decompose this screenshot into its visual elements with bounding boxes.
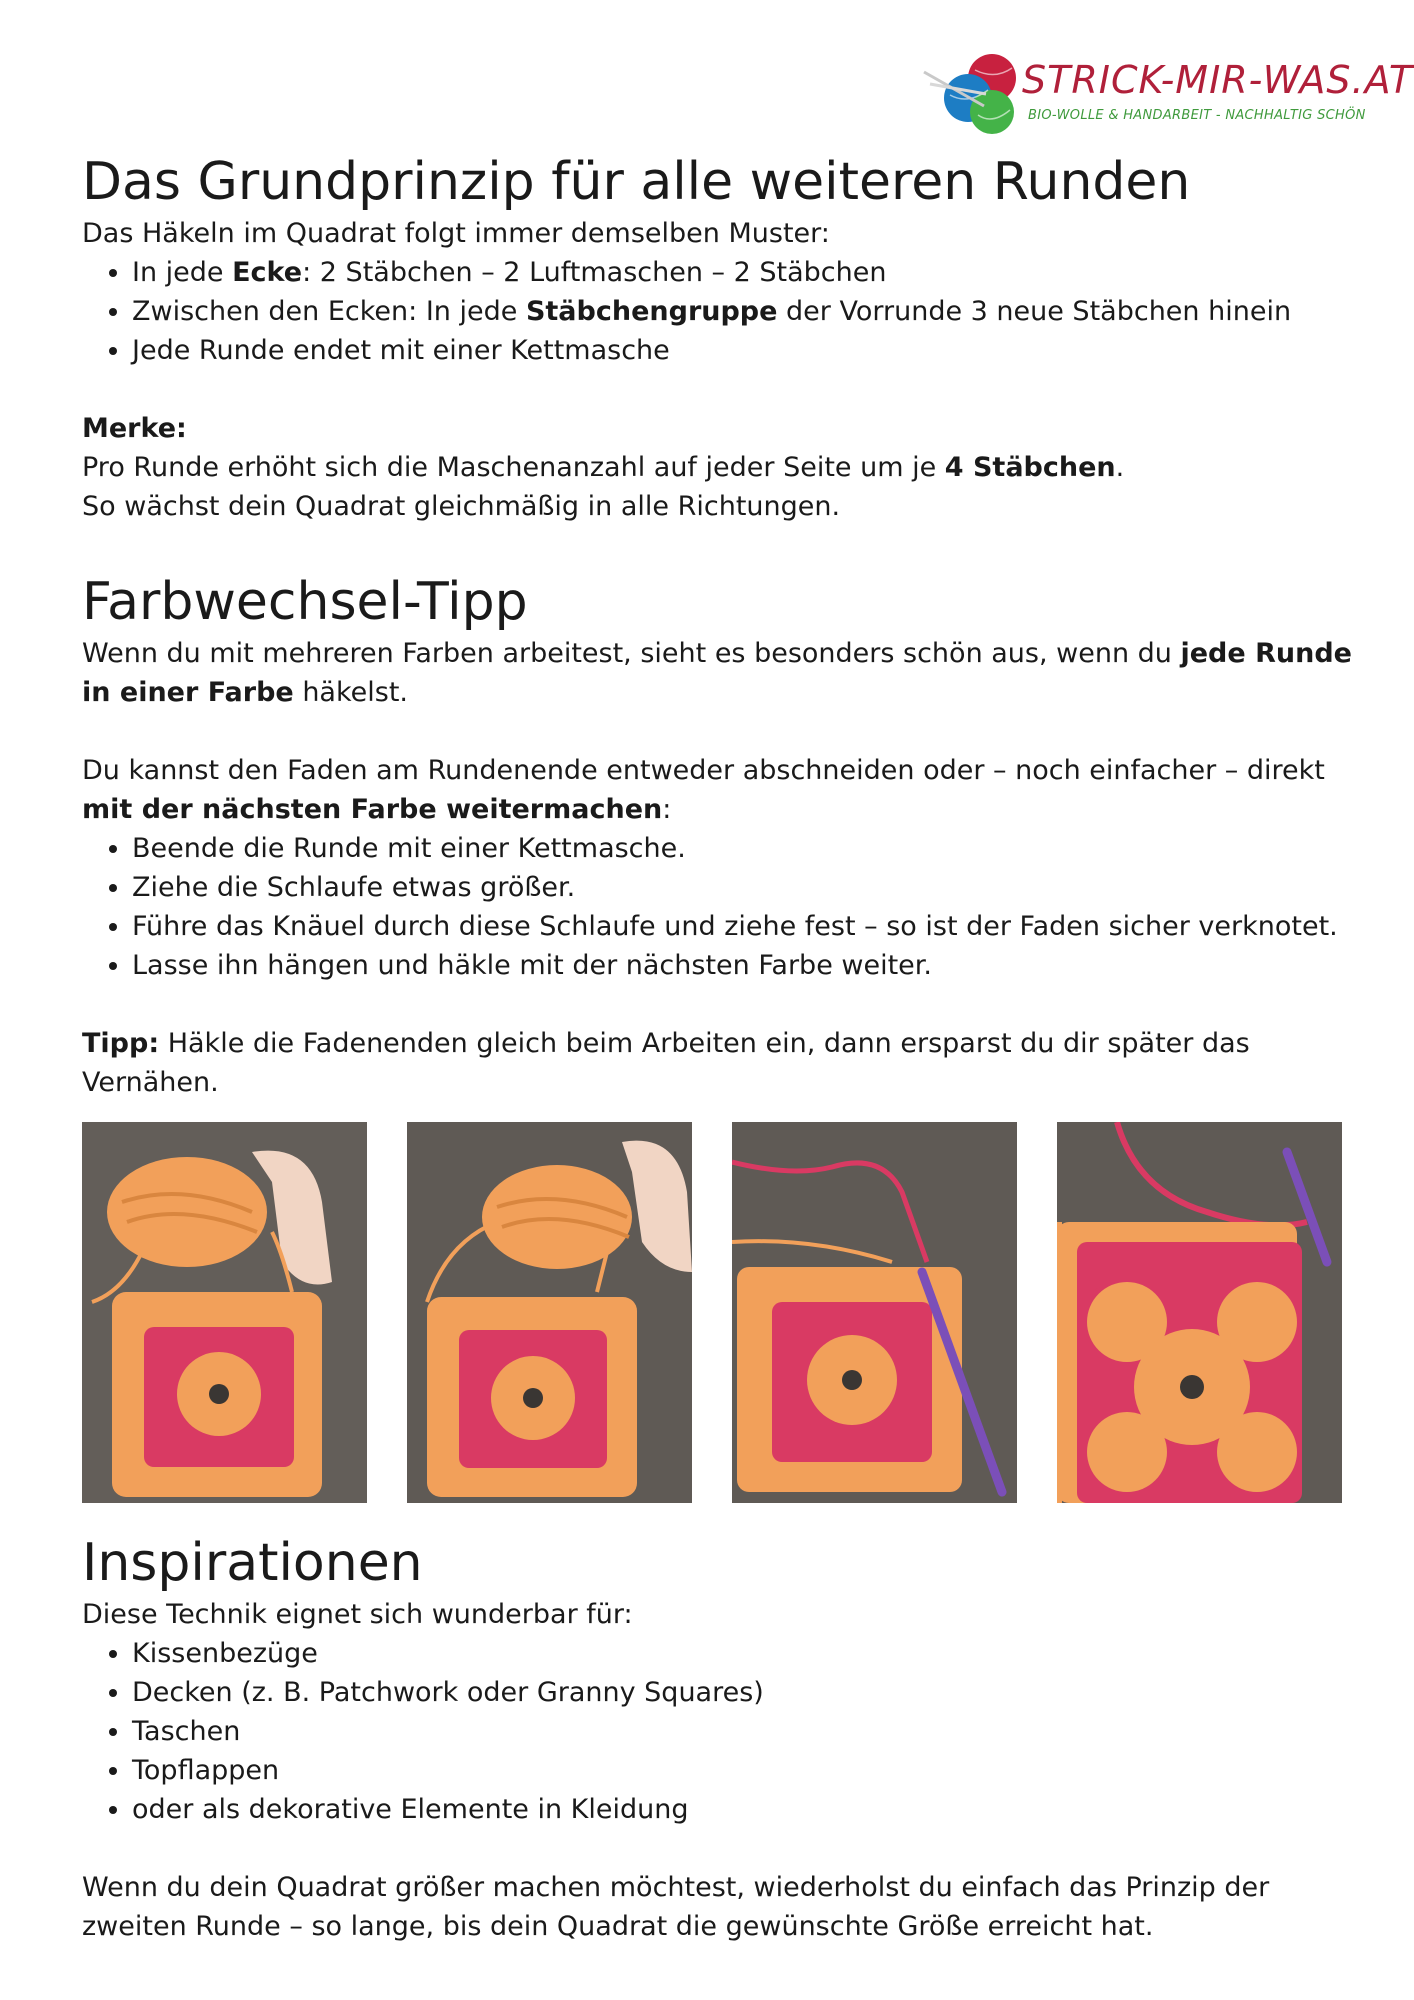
heading-grundprinzip: Das Grundprinzip für alle weiteren Runden [82,152,1191,212]
paragraph: Du kannst den Faden am Rundenende entweder abschneiden oder – noch einfacher – direkt mit der nächsten Farbe weitermachen: [82,755,1325,825]
note-line: So wächst dein Quadrat gleichmäßig in alle Richtungen. [82,491,841,522]
list-item: • Taschen [132,1712,1352,1751]
photo-step-1 [82,1122,367,1503]
list-item: • Ziehe die Schlaufe etwas größer. [132,868,1352,907]
note-label: Merke: [82,413,187,444]
list-item: • Lasse ihn hängen und häkle mit der nächsten Farbe weiter. [132,946,1352,985]
main-content [82,150,1352,1946]
heading-farbwechsel: Farbwechsel-Tipp [82,572,528,632]
tip-paragraph: Tipp: Häkle die Fadenenden gleich beim Arbeiten ein, dann ersparst du dir später das Vernähen. [82,1028,1250,1098]
list-item: • oder als dekorative Elemente in Kleidung [132,1790,1352,1829]
outro-paragraph: Wenn du dein Quadrat größer machen möchtest, wiederholst du einfach das Prinzip der zweiten Runde – so lange, bis dein Quadrat die gewünschte Größe erreicht hat. [82,1872,1270,1942]
list-item: • Decken (z. B. Patchwork oder Granny Squares) [132,1673,1352,1712]
rules-list [82,253,1352,370]
steps-list [82,829,1352,985]
list-item: • In jede Ecke: 2 Stäbchen – 2 Luftmaschen – 2 Stäbchen [132,253,1352,292]
heading-inspirationen: Inspirationen [82,1533,423,1593]
photo-step-3 [732,1122,1017,1503]
photo-strip [82,1122,1352,1503]
list-item: • Zwischen den Ecken: In jede Stäbchengruppe der Vorrunde 3 neue Stäbchen hinein [132,292,1352,331]
logo-wordmark: STRICK-MIR-WAS.AT [1022,58,1414,102]
paragraph: Wenn du mit mehreren Farben arbeitest, sieht es besonders schön aus, wenn du jede Runde in einer Farbe häkelst. [82,638,1352,708]
list-item: • Beende die Runde mit einer Kettmasche. [132,829,1352,868]
logo-tagline: BIO-WOLLE & HANDARBEIT - NACHHALTIG SCHÖN [1028,108,1366,123]
intro-text: Diese Technik eignet sich wunderbar für: [82,1599,633,1630]
list-item: • Führe das Knäuel durch diese Schlaufe und ziehe fest – so ist der Faden sicher verknotet. [132,907,1352,946]
photo-step-2 [407,1122,692,1503]
ideas-list [82,1634,1352,1829]
yarn-balls-icon [920,50,1030,150]
photo-step-4 [1057,1122,1342,1503]
intro-text: Das Häkeln im Quadrat folgt immer demselben Muster: [82,218,830,249]
brand-logo[interactable] [920,50,1414,150]
list-item: • Kissenbezüge [132,1634,1352,1673]
list-item: • Topflappen [132,1751,1352,1790]
list-item: • Jede Runde endet mit einer Kettmasche [132,331,1352,370]
note-line: Pro Runde erhöht sich die Maschenanzahl auf jeder Seite um je 4 Stäbchen. [82,452,1125,483]
